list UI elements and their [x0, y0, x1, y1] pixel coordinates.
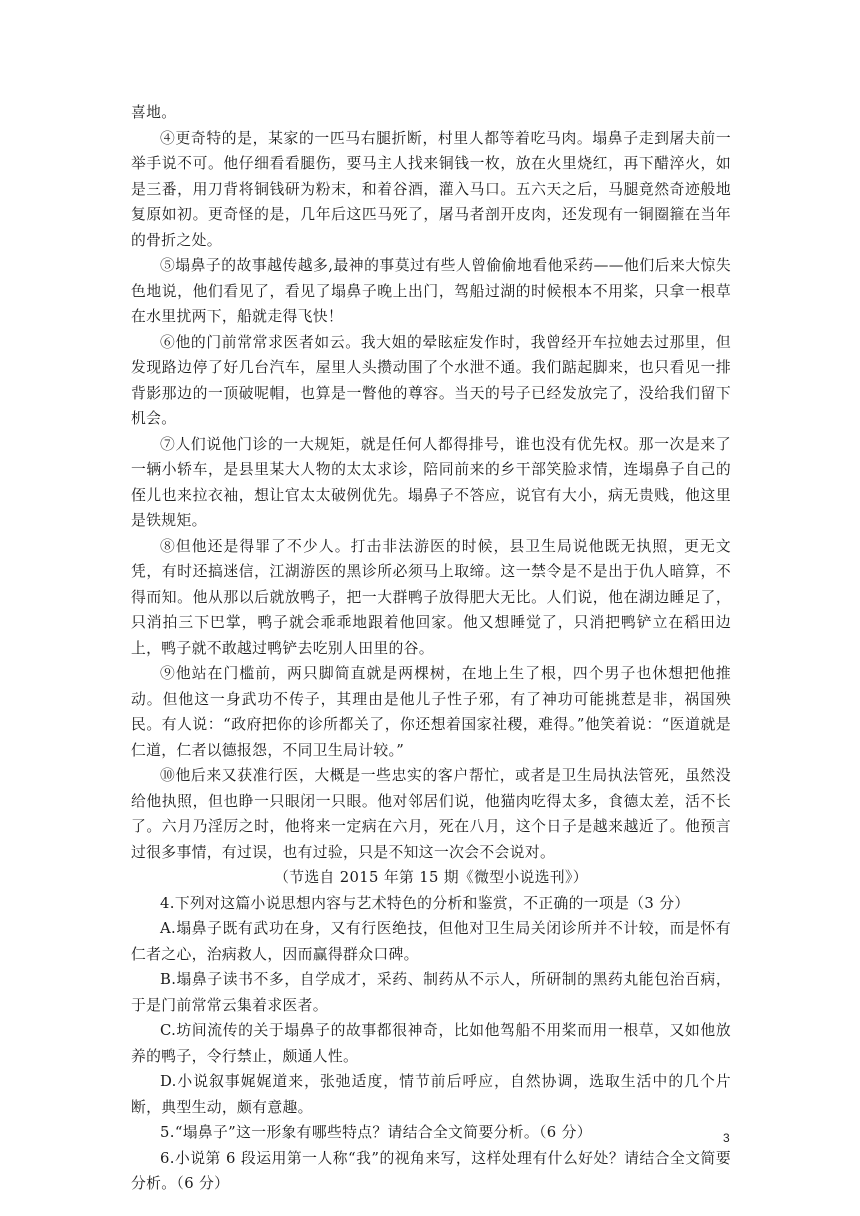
paragraph-continuation: 喜地。 [131, 104, 177, 121]
question-4-option-c: C.坊间流传的关于塌鼻子的故事都很神奇，比如他驾船不用桨而用一根草，又如他放养的鸭子，令行禁止，颇通人性。 [131, 1022, 731, 1065]
page-number: 3 [723, 1131, 730, 1145]
paragraph-4: ④更奇特的是，某家的一匹马右腿折断，村里人都等着吃马肉。塌鼻子走到屠夫前一举手说不可。他仔细看看腿伤，要马主人找来铜钱一枚，放在火里烧红，再下醋淬火，如是三番，用刀背将铜钱研为粉末，和着谷酒，灌入马口。五六天之后，马腿竟然奇迹般地复原如初。更奇怪的是，几年后这匹马死了，屠马者剖开皮肉，还发现有一铜圈箍在当年的骨折之处。 [131, 129, 731, 249]
paragraph-10: ⑩他后来又获准行医，大概是一些忠实的客户帮忙，或者是卫生局执法管死，虽然没给他执照，但也睁一只眼闭一只眼。他对邻居们说，他猫肉吃得太多，食德太差，活不长了。六月乃淫厉之时，他将来一定病在六月，死在八月，这个日子是越来越近了。他预言过很多事情，有过误，也有过验，只是不知这一次会不会说对。 [131, 767, 731, 861]
question-4-option-b: B.塌鼻子读书不多，自学成才，采药、制药从不示人，所研制的黑药丸能包治百病，于是门前常常云集着求医者。 [131, 971, 731, 1014]
paragraph-7: ⑦人们说他门诊的一大规矩，就是任何人都得排号，谁也没有优先权。那一次是来了一辆小轿车，是县里某大人物的太太求诊，陪同前来的乡干部笑脸求情，连塌鼻子自己的侄儿也来拉衣袖，想让官太太破例优先。塌鼻子不答应，说官有大小，病无贵贱，他这里是铁规矩。 [131, 435, 731, 529]
question-4-option-d: D.小说叙事娓娓道来，张弛适度，情节前后呼应，自然协调，选取生活中的几个片断，典型生动，颇有意趣。 [131, 1073, 731, 1116]
source-citation: （节选自 2015 年第 15 期《微型小说选刊》） [274, 869, 588, 886]
question-5: 5.“塌鼻子”这一形象有哪些特点？请结合全文简要分析。（6 分） [160, 1124, 592, 1141]
paragraph-5: ⑤塌鼻子的故事越传越多,最神的事莫过有些人曾偷偷地看他采药——他们后来大惊失色地说，他们看见了，看见了塌鼻子晚上出门，驾船过湖的时候根本不用桨，只拿一根草在水里扰两下，船就走得飞快！ [131, 257, 731, 325]
paragraph-8: ⑧但他还是得罪了不少人。打击非法游医的时候，县卫生局说他既无执照，更无文凭，有时还搞迷信，江湖游医的黑诊所必须马上取缔。这一禁令是不是出于仇人暗算，不得而知。他从那以后就放鸭子，把一大群鸭子放得肥大无比。人们说，他在湖边睡足了，只消拍三下巴掌，鸭子就会乖乖地跟着他回家。他又想睡觉了，只消把鸭铲立在稻田边上，鸭子就不敢越过鸭铲去吃别人田里的谷。 [131, 537, 731, 657]
question-6: 6.小说第 6 段运用第一人称“我”的视角来写，这样处理有什么好处？请结合全文简要分析。（6 分） [131, 1149, 731, 1192]
question-4-option-a: A.塌鼻子既有武功在身，又有行医绝技，但他对卫生局关闭诊所并不计较，而是怀有仁者之心，治病救人，因而赢得群众口碑。 [131, 920, 731, 963]
paragraph-6: ⑥他的门前常常求医者如云。我大姐的晕眩症发作时，我曾经开车拉她去过那里，但发现路边停了好几台汽车，屋里人头攒动围了个水泄不通。我们踮起脚来，也只看见一排背影那边的一顶破呢帽，也算是一瞥他的尊容。当天的号子已经发放完了，没给我们留下机会。 [131, 333, 731, 427]
page-content [131, 100, 731, 1197]
question-4-stem: 4.下列对这篇小说思想内容与艺术特色的分析和鉴赏，不正确的一项是（3 分） [160, 894, 690, 912]
paragraph-9: ⑨他站在门槛前，两只脚简直就是两棵树，在地上生了根，四个男子也休想把他推动。但他这一身武功不传子，其理由是他儿子性子邪，有了神功可能挑惹是非，祸国殃民。有人说：“政府把你的诊所都关了，你还想着国家社稷，难得。”他笑着说：“医道就是仁道，仁者以德报怨，不同卫生局计较。” [131, 665, 731, 759]
